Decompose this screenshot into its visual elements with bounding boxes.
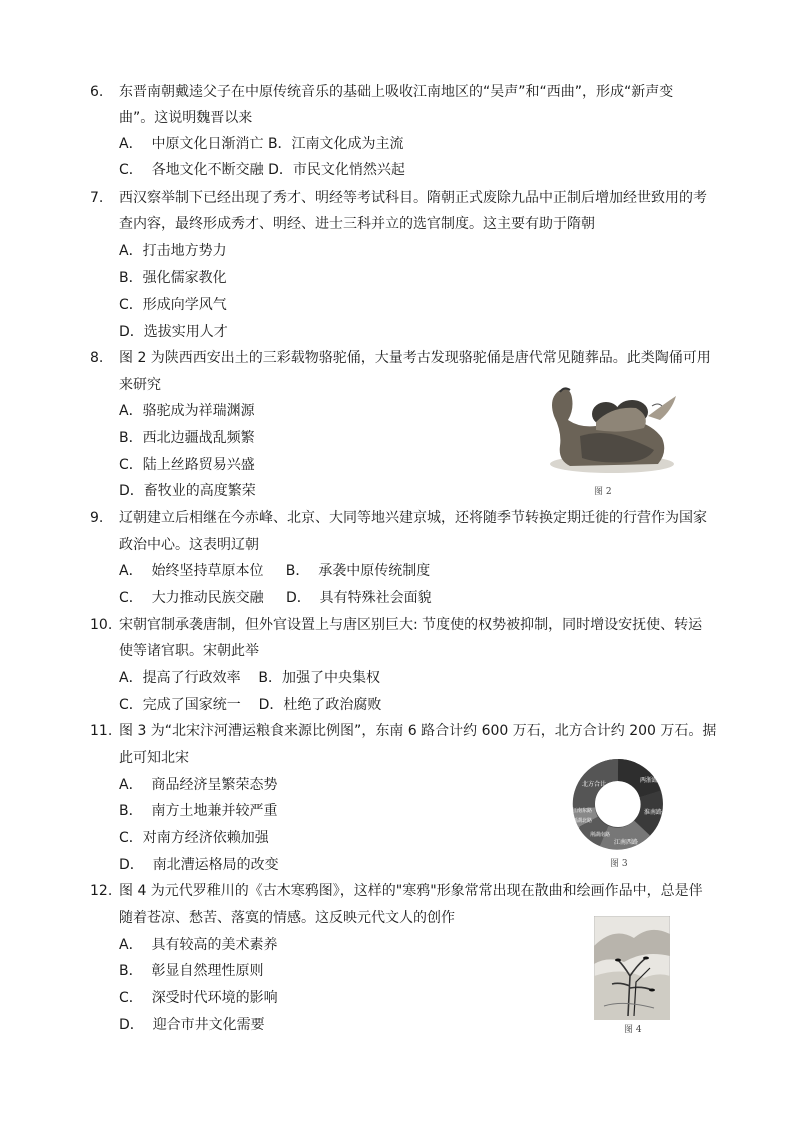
option-b-text: 加强了中央集权 xyxy=(282,670,380,686)
question-number: 6. xyxy=(90,84,104,100)
option-b-text: 西北边疆战乱频繁 xyxy=(142,430,255,446)
option-row xyxy=(119,828,269,848)
option-a-label: A． xyxy=(119,937,143,953)
option-row xyxy=(119,668,380,688)
option-b-text: 江南文化成为主流 xyxy=(291,136,404,152)
option-row xyxy=(119,160,405,180)
painting-crows-image xyxy=(594,916,670,1020)
option-c-text: 陆上丝路贸易兴盛 xyxy=(142,457,255,473)
option-c-label: C． xyxy=(119,990,143,1006)
question-stem-line: 曲”。这说明魏晋以来 xyxy=(119,110,253,126)
camel-figurine-image xyxy=(540,376,680,476)
question-stem-line: 宋朝官制承袭唐制，但外官设置上与唐区别巨大: 节度使的权势被抑制，同时增设安抚使、转运 xyxy=(119,617,703,633)
label-jinghu-north: 荆湖北路 xyxy=(572,818,593,824)
option-row xyxy=(119,775,277,795)
option-b-text: 承袭中原传统制度 xyxy=(318,563,431,579)
option-d-label: D． xyxy=(119,483,144,499)
question-stem-line: 查内容，最终形成秀才、明经、进士三科并立的选官制度。这主要有助于隋朝 xyxy=(119,216,595,232)
option-c-text: 大力推动民族交融 xyxy=(151,590,264,606)
question-stem-line: 此可知北宋 xyxy=(119,750,189,766)
option-d-label: D． xyxy=(119,1017,144,1033)
option-a-text: 始终坚持草原本位 xyxy=(151,563,264,579)
option-a-text: 骆驼成为祥瑞渊源 xyxy=(142,403,255,419)
option-row xyxy=(119,481,256,501)
option-d-label: D． xyxy=(285,590,311,606)
option-a-text: 具有较高的美术素养 xyxy=(151,937,278,953)
option-row xyxy=(119,855,279,875)
label-jiangnan-east: 江南东路 xyxy=(572,808,593,814)
option-b-text: 强化儒家教化 xyxy=(142,270,227,286)
option-b-text: 南方土地兼并较严重 xyxy=(151,803,278,819)
option-c-label: C． xyxy=(119,457,143,473)
option-row xyxy=(119,695,381,715)
option-d-text: 选拔实用人才 xyxy=(143,324,228,340)
option-b-label: B． xyxy=(119,963,143,979)
option-d-label: D． xyxy=(258,697,284,713)
option-d-text: 杜绝了政治腐败 xyxy=(283,697,382,713)
label-two-zhe: 两浙路 xyxy=(640,777,659,784)
option-b-text: 彰显自然理性原则 xyxy=(151,963,264,979)
option-b-label: B． xyxy=(119,803,143,819)
option-a-label: A． xyxy=(119,563,143,579)
option-row xyxy=(119,961,264,981)
option-a-label: A． xyxy=(119,403,143,419)
option-a-label: A． xyxy=(119,670,143,686)
option-b-label: B． xyxy=(119,270,143,286)
question-number: 8. xyxy=(90,350,104,366)
question-stem-line: 图 4 为元代罗稚川的《古木寒鸦图》，这样的"寒鸦"形象常常出现在散曲和绘画作品中，总是伴 xyxy=(119,883,703,899)
option-a-text: 中原文化日渐消亡 xyxy=(151,136,264,152)
option-c-label: C． xyxy=(119,697,143,713)
figure-caption: 图 3 xyxy=(610,859,628,869)
figure-caption: 图 2 xyxy=(594,487,612,497)
option-row xyxy=(119,428,255,448)
option-c-text: 深受时代环境的影响 xyxy=(151,990,278,1006)
label-north: 北方合计 xyxy=(582,781,607,788)
option-d-text: 迎合市井文化需要 xyxy=(152,1017,265,1033)
option-row xyxy=(119,134,404,154)
option-row xyxy=(119,935,277,955)
option-c-text: 完成了国家统一 xyxy=(142,697,241,713)
option-row xyxy=(119,295,227,315)
question-stem-line: 政治中心。这表明辽朝 xyxy=(119,537,259,553)
option-b-label: B． xyxy=(258,670,282,686)
option-a-label: A． xyxy=(119,136,143,152)
option-row xyxy=(119,401,255,421)
question-stem-line: 东晋南朝戴逵父子在中原传统音乐的基础上吸收江南地区的“吴声”和“西曲”，形成“新声变 xyxy=(119,84,674,100)
option-row xyxy=(119,455,255,475)
label-huainan: 淮南路 xyxy=(644,809,663,816)
option-a-label: A． xyxy=(119,243,143,259)
option-c-label: C． xyxy=(119,830,143,846)
option-row xyxy=(119,588,432,608)
option-row xyxy=(119,801,278,821)
option-d-label: D． xyxy=(119,324,144,340)
label-jinghu-south: 荆湖南路 xyxy=(590,832,611,838)
question-stem-line: 使等诸官职。宋朝此举 xyxy=(119,643,259,659)
option-c-label: C． xyxy=(119,162,143,178)
question-stem-line: 辽朝建立后相继在今赤峰、北京、大同等地兴建京城，还将随季节转换定期迁徙的行营作为国家 xyxy=(119,510,707,526)
option-d-text: 市民文化悄然兴起 xyxy=(292,162,405,178)
option-b-label: B． xyxy=(285,563,310,579)
question-number: 12. xyxy=(90,883,113,899)
option-c-label: C． xyxy=(119,297,143,313)
option-d-label: D． xyxy=(268,162,293,178)
label-jiangnan-west: 江南西路 xyxy=(614,839,639,846)
option-row xyxy=(119,268,227,288)
option-d-text: 南北漕运格局的改变 xyxy=(152,857,279,873)
segment-north xyxy=(584,770,618,808)
figure-caption: 图 4 xyxy=(624,1025,642,1035)
option-a-text: 商品经济呈繁荣态势 xyxy=(151,777,278,793)
option-c-text: 各地文化不断交融 xyxy=(151,162,264,178)
option-c-text: 对南方经济依赖加强 xyxy=(142,830,269,846)
question-stem-line: 图 3 为“北宋汴河漕运粮食来源比例图”，东南 6 路合计约 600 万石，北方合计约 200 万石。据 xyxy=(119,723,717,739)
question-number: 10. xyxy=(90,617,113,633)
option-a-text: 提高了行政效率 xyxy=(142,670,241,686)
option-d-label: D． xyxy=(119,857,144,873)
question-number: 11. xyxy=(90,723,113,739)
question-number: 9. xyxy=(90,510,104,526)
question-stem-line: 来研究 xyxy=(119,377,161,393)
option-b-label: B． xyxy=(119,430,143,446)
option-row xyxy=(119,561,430,581)
question-stem-line: 图 2 为陕西西安出土的三彩载物骆驼俑，大量考古发现骆驼俑是唐代常见随葬品。此类陶俑可用 xyxy=(119,350,711,366)
option-a-text: 打击地方势力 xyxy=(142,243,227,259)
option-d-text: 畜牧业的高度繁荣 xyxy=(143,483,256,499)
option-a-label: A． xyxy=(119,777,143,793)
question-number: 7. xyxy=(90,190,104,206)
option-row xyxy=(119,322,228,342)
option-row xyxy=(119,1015,265,1035)
grain-source-donut-chart xyxy=(560,756,672,852)
question-stem-line: 西汉察举制下已经出现了秀才、明经等考试科目。隋朝正式废除九品中正制后增加经世致用的考 xyxy=(119,190,707,206)
question-stem-line: 随着苍凉、愁苦、落寞的情感。这反映元代文人的创作 xyxy=(119,910,455,926)
option-b-label: B． xyxy=(267,136,292,152)
option-row xyxy=(119,988,278,1008)
option-row xyxy=(119,241,227,261)
option-c-text: 形成向学风气 xyxy=(142,297,227,313)
option-c-label: C． xyxy=(119,590,143,606)
option-d-text: 具有特殊社会面貌 xyxy=(319,590,432,606)
